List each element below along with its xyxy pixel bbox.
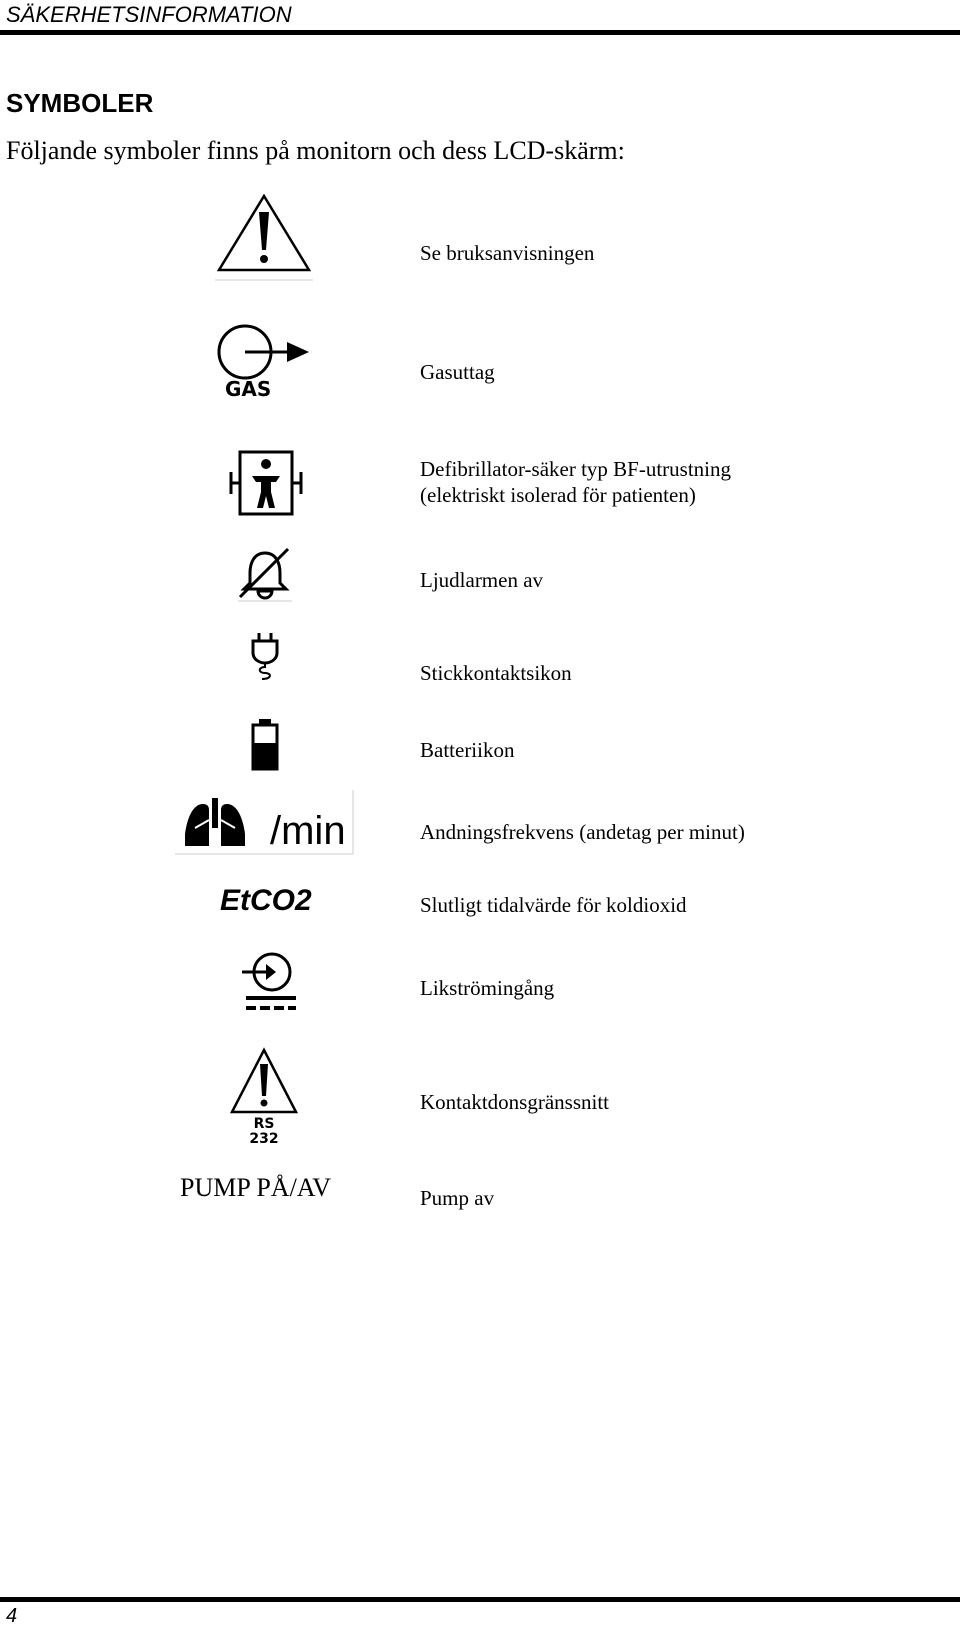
battery-icon <box>250 717 280 771</box>
intro-text: Följande symboler finns på monitorn och dess LCD-skärm: <box>6 136 625 165</box>
symbol-desc-10: Kontaktdonsgränssnitt <box>420 1090 609 1114</box>
defibrillator-bf-icon <box>227 450 305 518</box>
rs232-warning-icon <box>228 1046 300 1146</box>
pump-label: PUMP PÅ/AV <box>180 1173 332 1202</box>
per-min-label: /min <box>270 809 346 853</box>
symbol-desc-6: Batteriikon <box>420 738 515 762</box>
symbol-desc-1: Se bruksanvisningen <box>420 241 595 265</box>
symbol-desc-2: Gasuttag <box>420 360 495 384</box>
running-header: SÄKERHETSINFORMATION <box>6 2 292 27</box>
symbol-desc-4: Ljudlarmen av <box>420 568 544 592</box>
dc-input-icon <box>240 948 300 1012</box>
symbol-desc-3: Defibrillator-säker typ BF-utrustning (elektriskt isolerad för patienten) <box>420 457 732 507</box>
symbol-desc-7: Andningsfrekvens (andetag per minut) <box>420 820 745 844</box>
rs-label: RS <box>253 1116 275 1132</box>
symbol-desc-9: Likströmingång <box>420 976 555 1000</box>
rs-number-label: 232 <box>249 1131 279 1146</box>
gas-outlet-icon <box>215 320 315 400</box>
header-rule <box>0 30 960 35</box>
footer-rule <box>0 1597 960 1602</box>
symbol-desc-11: Pump av <box>420 1186 495 1210</box>
etco2-label: EtCO2 <box>220 884 312 917</box>
alarm-off-bell-icon <box>236 545 294 603</box>
gas-label: GAS <box>225 377 272 400</box>
power-plug-icon <box>248 631 282 681</box>
warning-triangle-icon <box>215 192 313 282</box>
section-title: SYMBOLER <box>6 88 154 118</box>
symbol-desc-8: Slutligt tidalvärde för koldioxid <box>420 893 687 917</box>
symbol-desc-5: Stickkontaktsikon <box>420 661 572 685</box>
page-number: 4 <box>6 1605 18 1627</box>
lungs-icon <box>175 790 355 856</box>
